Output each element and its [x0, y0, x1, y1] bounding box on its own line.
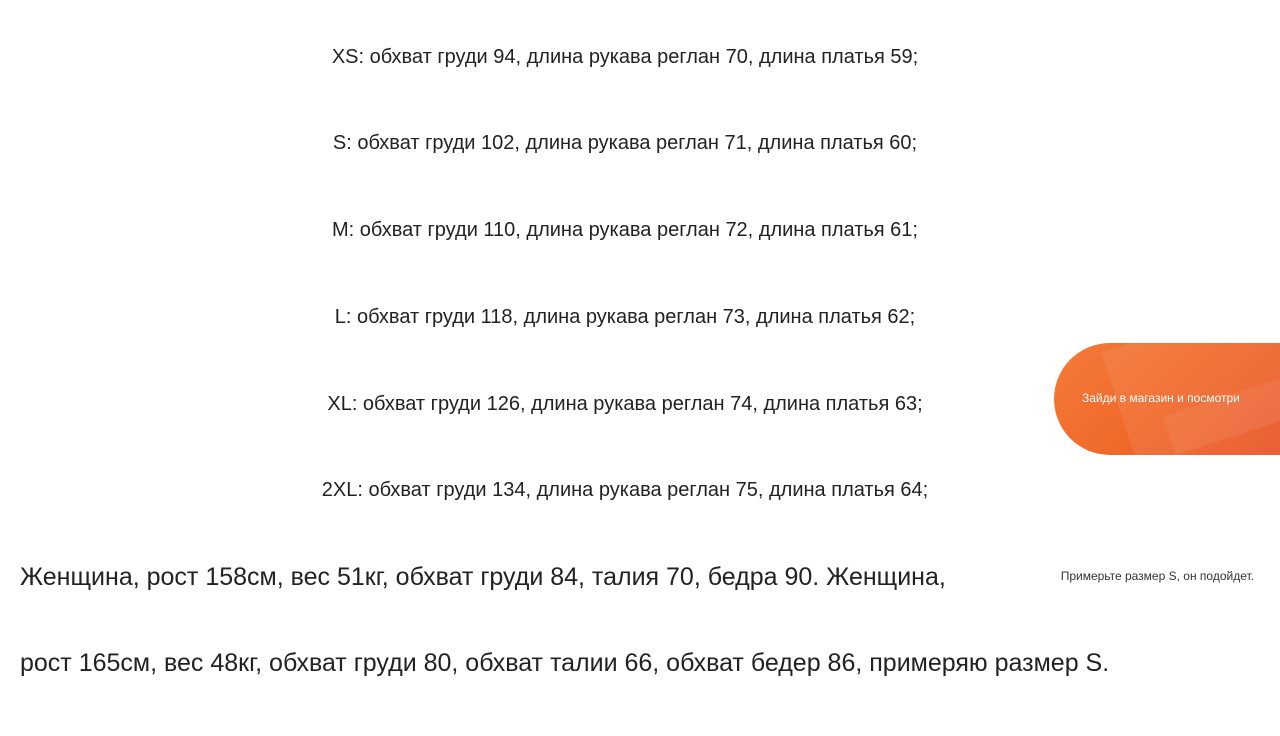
review-line-1: Женщина, рост 158см, вес 51кг, обхват груди 84, талия 70, бедра 90. Женщина,	[20, 563, 946, 591]
size-row-xl: XL: обхват груди 126, длина рукава реглан 74, длина платья 63;	[327, 393, 923, 415]
visit-shop-button[interactable]	[1054, 343, 1280, 455]
size-row-xs: XS: обхват груди 94, длина рукава реглан 70, длина платья 59;	[331, 46, 919, 68]
size-row-2xl: 2XL: обхват груди 134, длина рукава реглан 75, длина платья 64;	[321, 479, 929, 501]
size-row-m: M: обхват груди 110, длина рукава реглан 72, длина платья 61;	[332, 219, 918, 241]
size-recommendation: Примерьте размер S, он подойдет.	[1060, 569, 1254, 583]
size-row-s: S: обхват груди 102, длина рукава реглан 71, длина платья 60;	[332, 132, 918, 154]
size-row-l: L: обхват груди 118, длина рукава реглан 73, длина платья 62;	[334, 306, 916, 328]
visit-shop-label: Зайди в магазин и посмотри	[1082, 391, 1240, 405]
review-line-2: рост 165см, вес 48кг, обхват груди 80, обхват талии 66, обхват бедер 86, примеряю размер S.	[20, 649, 1110, 677]
